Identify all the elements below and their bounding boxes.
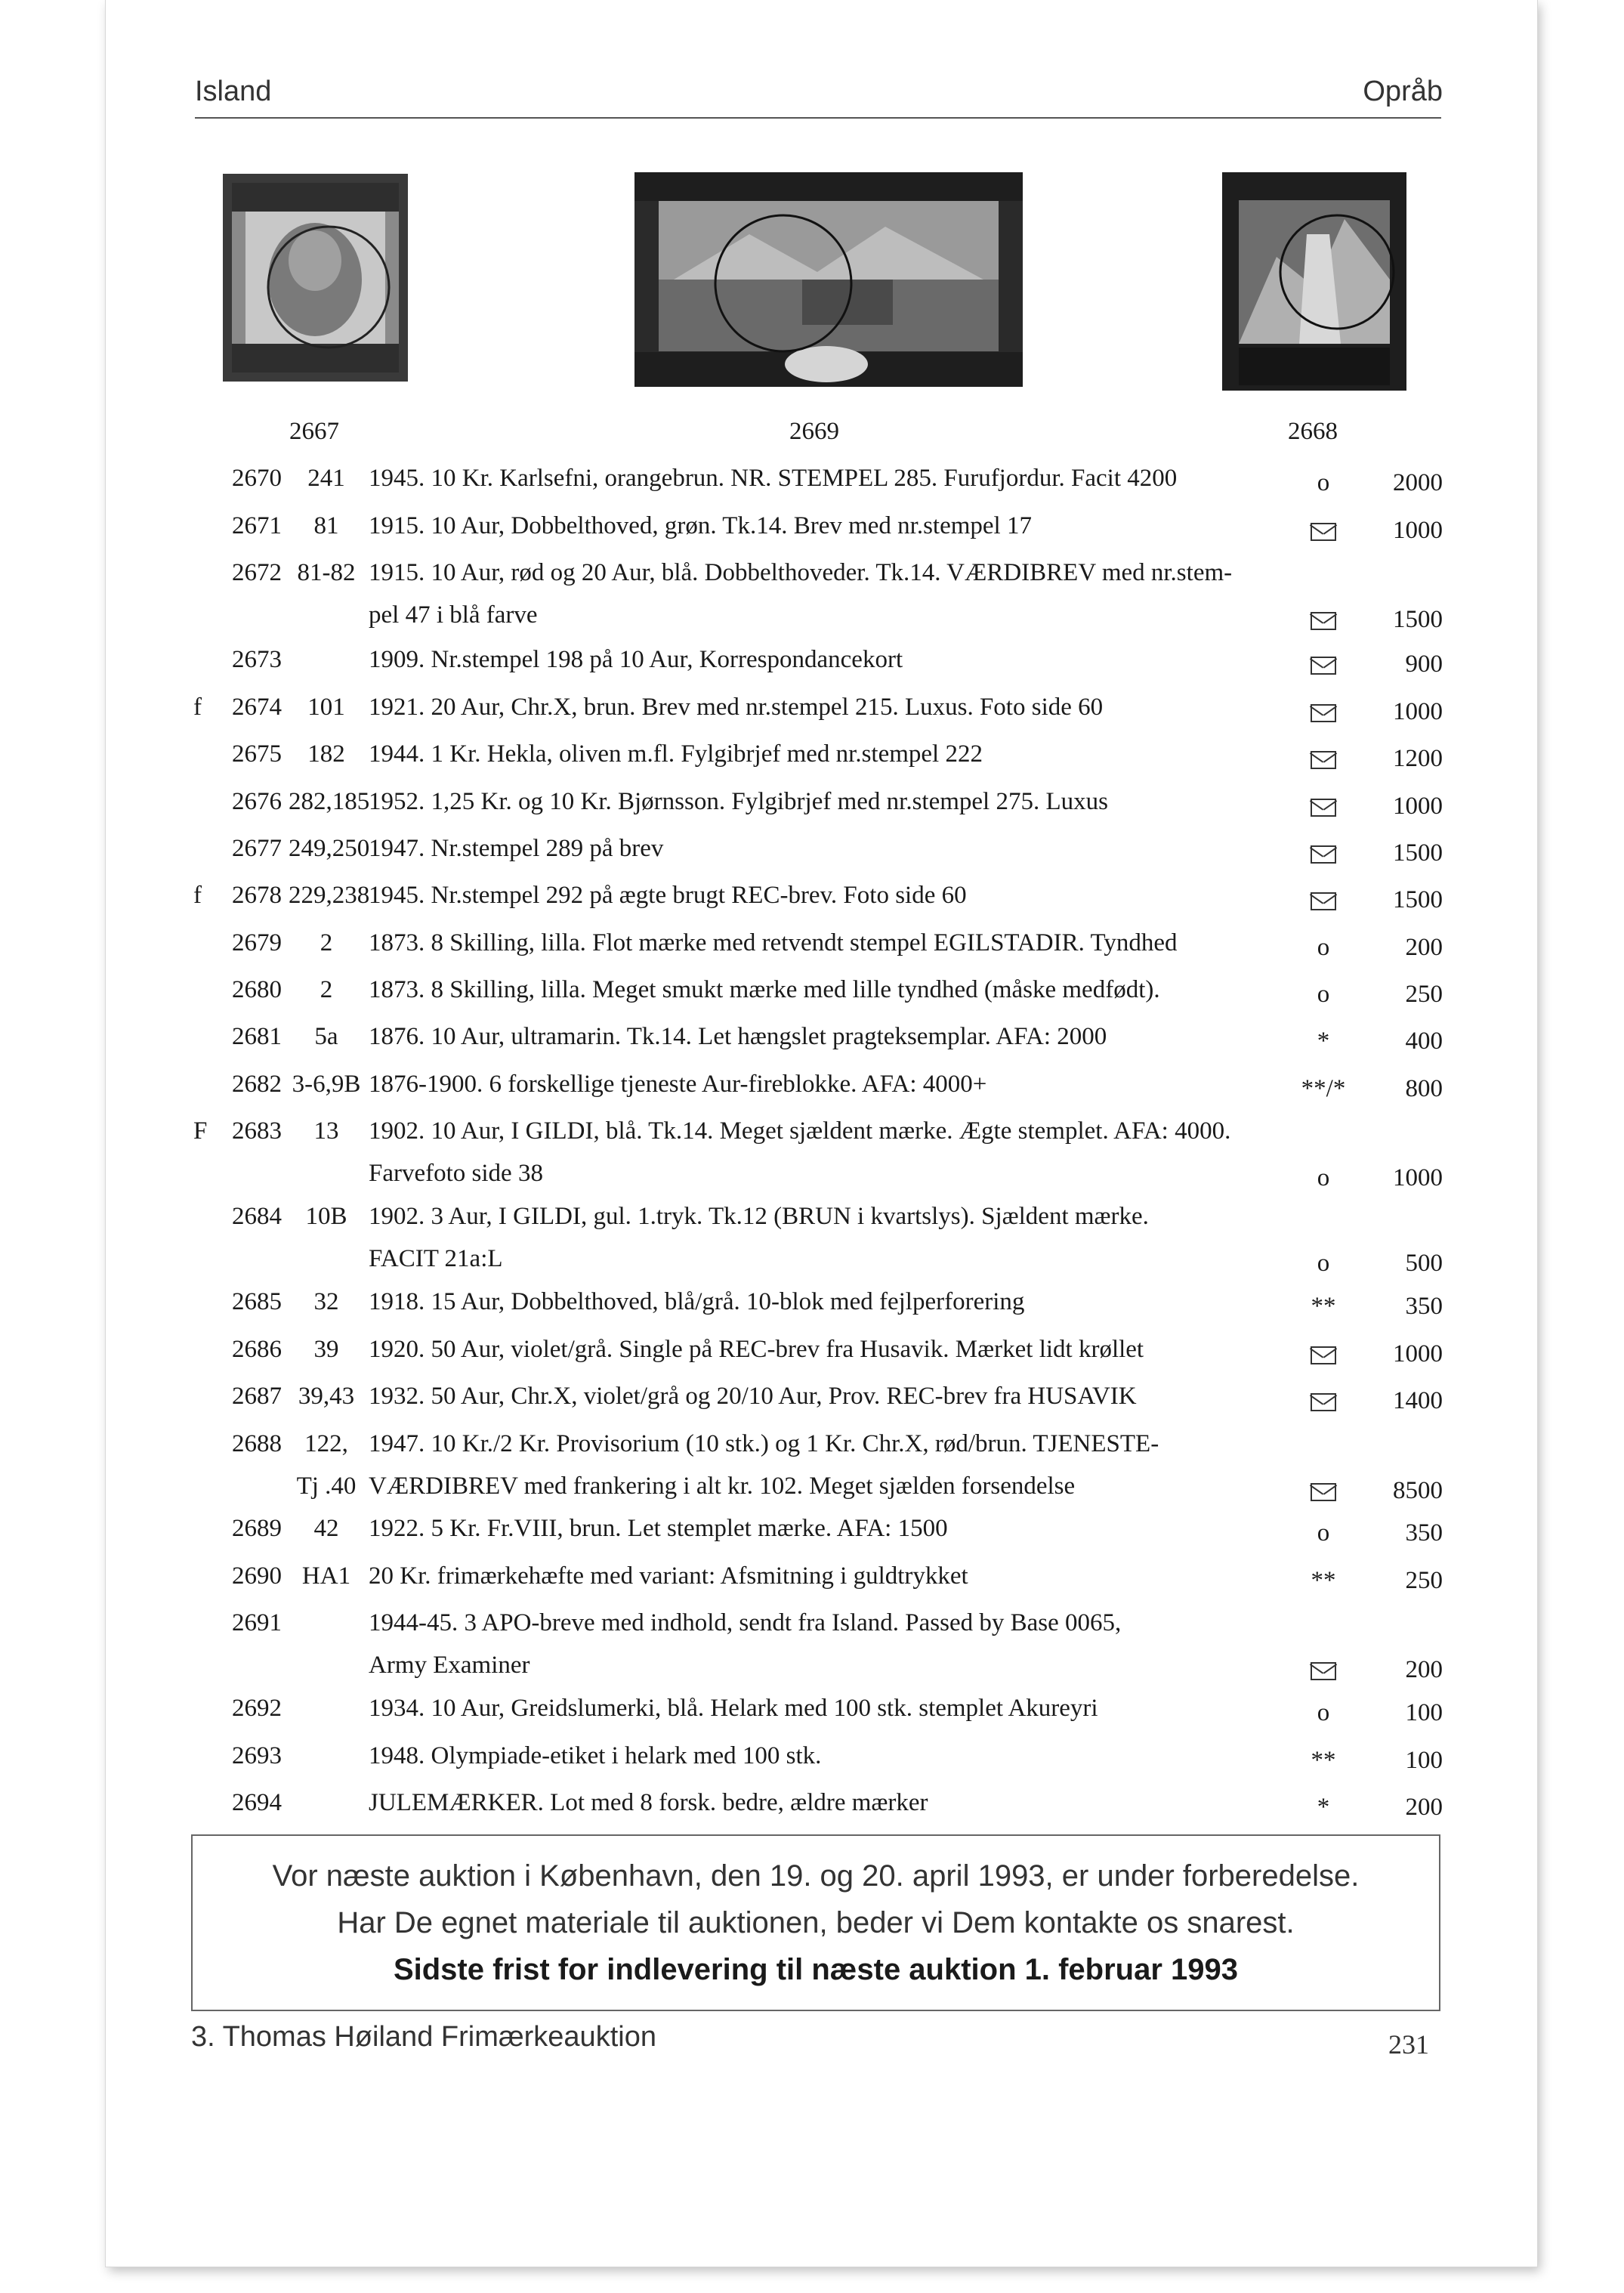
- lot-description: [369, 874, 1298, 916]
- lot-price: 1000: [1393, 698, 1443, 725]
- lot-description: [369, 552, 1298, 636]
- lot-description: [369, 1423, 1298, 1507]
- lot-number: 2687: [232, 1383, 282, 1410]
- lot-description-line: Army Examiner: [369, 1652, 530, 1679]
- lot-condition: **: [1311, 1747, 1336, 1774]
- lot-number: 2681: [232, 1023, 282, 1050]
- lot-number: 2694: [232, 1789, 282, 1816]
- lot-description: [369, 1063, 1298, 1105]
- lot-number: 2676: [232, 788, 282, 815]
- lot-description-line: 1944-45. 3 APO-breve med indhold, sendt fra Island. Passed by Base 0065,: [369, 1609, 1122, 1636]
- lot-price: 900: [1405, 651, 1443, 678]
- lot-price: 1500: [1393, 886, 1443, 913]
- envelope-icon: [1311, 799, 1336, 817]
- notice-deadline: Sidste frist for indlevering til næste auktion 1. februar 1993: [393, 1953, 1239, 1986]
- lot-description-line: 1921. 20 Aur, Chr.X, brun. Brev med nr.stempel 215. Luxus. Foto side 60: [369, 694, 1104, 721]
- cover-envelope-icon: [1293, 785, 1354, 827]
- lot-catalog-number: 81: [313, 512, 339, 539]
- envelope-icon: [1311, 1662, 1336, 1680]
- envelope-icon: [1311, 612, 1336, 630]
- cover-envelope-icon: [1293, 737, 1354, 780]
- lot-price: 8500: [1393, 1477, 1443, 1504]
- lot-description-line: 1873. 8 Skilling, lilla. Flot mærke med retvendt stempel EGILSTADIR. Tyndhed: [369, 929, 1178, 956]
- lot-catalog-number-2: Tj .40: [296, 1473, 357, 1500]
- envelope-icon: [1311, 1483, 1336, 1501]
- lot-description: [369, 1507, 1298, 1550]
- lot-price: 200: [1405, 1656, 1443, 1683]
- lot-catalog-number: 3-6,9B: [292, 1071, 361, 1098]
- lot-description-line: 1947. Nr.stempel 289 på brev: [369, 835, 664, 862]
- lot-price: 1000: [1393, 793, 1443, 820]
- lot-catalog-number: 101: [307, 694, 345, 721]
- lot-marker: f: [193, 694, 202, 721]
- lot-number: 2683: [232, 1117, 282, 1145]
- stamp-image-2667: [215, 166, 415, 389]
- lot-description-line: 1932. 50 Aur, Chr.X, violet/grå og 20/10 Aur, Prov. REC-brev fra HUSAVIK: [369, 1383, 1137, 1410]
- lot-catalog-number: 10B: [305, 1203, 347, 1230]
- lot-description: [369, 505, 1298, 547]
- lot-catalog-number: 81-82: [297, 559, 356, 586]
- lot-condition: o: [1317, 469, 1330, 496]
- lot-description-line: 1873. 8 Skilling, lilla. Meget smukt mærke med lille tyndhed (måske medfødt).: [369, 976, 1160, 1003]
- notice-line-2: Har De egnet materiale til auktionen, beder vi Dem kontakte os snarest.: [337, 1906, 1295, 1939]
- lot-number: 2688: [232, 1430, 282, 1457]
- lot-price: 400: [1405, 1028, 1443, 1055]
- lot-description-line: 1934. 10 Aur, Greidslumerki, blå. Helark med 100 stk. stemplet Akureyri: [369, 1695, 1098, 1722]
- lot-description: [369, 1015, 1298, 1058]
- lot-number: 2675: [232, 740, 282, 768]
- lot-description: [369, 638, 1298, 681]
- lot-description: [369, 1281, 1298, 1323]
- stamp-number-2667: 2667: [289, 418, 339, 445]
- lot-description-line: 1915. 10 Aur, rød og 20 Aur, blå. Dobbelthoveder. Tk.14. VÆRDIBREV med nr.stem-: [369, 559, 1233, 586]
- cover-envelope-icon: [1293, 832, 1354, 874]
- lot-description-line: 1902. 3 Aur, I GILDI, gul. 1.tryk. Tk.12 (BRUN i kvartslys). Sjældent mærke.: [369, 1203, 1149, 1230]
- lot-catalog-number: 241: [307, 465, 345, 492]
- page-number: 231: [1388, 2029, 1429, 2060]
- lot-catalog-number: 2: [320, 929, 333, 956]
- envelope-icon: [1311, 1393, 1336, 1411]
- lot-condition: **: [1311, 1567, 1336, 1594]
- lot-number: 2678: [232, 882, 282, 909]
- lot-description: [369, 1687, 1298, 1729]
- lot-number: 2692: [232, 1695, 282, 1722]
- cover-envelope-icon: [1293, 691, 1354, 733]
- lot-catalog-number: 182: [307, 740, 345, 768]
- notice-line-1: Vor næste auktion i København, den 19. og 20. april 1993, er under forberedelse.: [272, 1859, 1360, 1893]
- lot-description: [369, 1555, 1298, 1597]
- lot-description-line: 1876. 10 Aur, ultramarin. Tk.14. Let hængslet pragteksemplar. AFA: 2000: [369, 1023, 1107, 1050]
- lot-description-line: 1902. 10 Aur, I GILDI, blå. Tk.14. Meget sjældent mærke. Ægte stemplet. AFA: 4000.: [369, 1117, 1231, 1145]
- stamp-number-2668: 2668: [1288, 418, 1338, 445]
- header-country: Island: [195, 76, 272, 107]
- lot-price: 1000: [1393, 1340, 1443, 1367]
- lot-price: 100: [1405, 1699, 1443, 1726]
- lot-condition: *: [1317, 1028, 1330, 1055]
- lot-condition: o: [1317, 1519, 1330, 1547]
- lot-catalog-number: 39,43: [298, 1383, 355, 1410]
- lot-description-line: 1909. Nr.stempel 198 på 10 Aur, Korrespondancekort: [369, 646, 903, 673]
- lot-catalog-number: 42: [313, 1515, 339, 1542]
- lot-description-line: 1948. Olympiade-etiket i helark med 100 stk.: [369, 1742, 822, 1769]
- lot-number: 2677: [232, 835, 282, 862]
- lot-description: [369, 1328, 1298, 1371]
- cover-envelope-icon: [1293, 643, 1354, 685]
- lot-price: 1500: [1393, 606, 1443, 633]
- lot-number: 2691: [232, 1609, 282, 1636]
- lot-description: [369, 1195, 1298, 1280]
- lot-condition: o: [1317, 981, 1330, 1008]
- lot-description: [369, 1375, 1298, 1417]
- lot-catalog-number: HA1: [301, 1562, 351, 1590]
- lot-description: [369, 827, 1298, 870]
- envelope-icon: [1311, 845, 1336, 864]
- lot-description-line: 1876-1900. 6 forskellige tjeneste Aur-fireblokke. AFA: 4000+: [369, 1071, 987, 1098]
- lot-description: [369, 733, 1298, 775]
- lot-catalog-number: 39: [313, 1336, 339, 1363]
- lot-description-line: 1952. 1,25 Kr. og 10 Kr. Bjørnsson. Fylgibrjef med nr.stempel 275. Luxus: [369, 788, 1108, 815]
- lot-number: 2679: [232, 929, 282, 956]
- lot-price: 1500: [1393, 839, 1443, 867]
- footer-auction-name: 3. Thomas Høiland Frimærkeauktion: [191, 2021, 656, 2053]
- lot-description: [369, 457, 1298, 499]
- envelope-icon: [1311, 1346, 1336, 1364]
- envelope-icon: [1311, 892, 1336, 910]
- lot-description: [369, 1602, 1298, 1686]
- lot-number: 2690: [232, 1562, 282, 1590]
- lot-number: 2673: [232, 646, 282, 673]
- lot-description-line: 1918. 15 Aur, Dobbelthoved, blå/grå. 10-blok med fejlperforering: [369, 1288, 1025, 1315]
- header-rule: [195, 117, 1441, 119]
- lot-number: 2689: [232, 1515, 282, 1542]
- envelope-icon: [1311, 657, 1336, 675]
- lot-catalog-number: 282,185: [289, 788, 370, 815]
- lot-description: [369, 1735, 1298, 1777]
- lot-catalog-number: 32: [313, 1288, 339, 1315]
- envelope-icon: [1311, 704, 1336, 722]
- lot-number: 2680: [232, 976, 282, 1003]
- lot-catalog-number: 2: [320, 976, 333, 1003]
- cover-envelope-icon: [1293, 879, 1354, 921]
- envelope-icon: [1311, 523, 1336, 541]
- lot-description-line: Farvefoto side 38: [369, 1160, 543, 1187]
- stamp-image-2668: [1216, 166, 1413, 397]
- cover-envelope-icon: [1293, 1649, 1354, 1691]
- lot-description-line: FACIT 21a:L: [369, 1245, 503, 1272]
- lot-description-line: 1945. 10 Kr. Karlsefni, orangebrun. NR. STEMPEL 285. Furufjordur. Facit 4200: [369, 465, 1178, 492]
- lot-price: 250: [1405, 981, 1443, 1008]
- auction-notice-box: [191, 1834, 1440, 2011]
- lot-description-line: JULEMÆRKER. Lot med 8 forsk. bedre, ældre mærker: [369, 1789, 928, 1816]
- lot-condition: **: [1311, 1293, 1336, 1320]
- lot-condition: *: [1317, 1794, 1330, 1821]
- lot-description: [369, 969, 1298, 1011]
- lot-price: 350: [1405, 1293, 1443, 1320]
- lot-catalog-number: 122,: [304, 1430, 348, 1457]
- stamp-number-2669: 2669: [789, 418, 839, 445]
- cover-envelope-icon: [1293, 1469, 1354, 1512]
- lot-number: 2685: [232, 1288, 282, 1315]
- lot-description: [369, 1110, 1298, 1194]
- lot-condition: o: [1317, 934, 1330, 961]
- cover-envelope-icon: [1293, 598, 1354, 641]
- lot-marker: F: [193, 1117, 208, 1145]
- lot-number: 2670: [232, 465, 282, 492]
- lot-description-line: 1945. Nr.stempel 292 på ægte brugt REC-brev. Foto side 60: [369, 882, 967, 909]
- cover-envelope-icon: [1293, 1333, 1354, 1375]
- lot-description-line: 1944. 1 Kr. Hekla, oliven m.fl. Fylgibrjef med nr.stempel 222: [369, 740, 983, 768]
- stamp-image-2669: [628, 166, 1029, 393]
- lot-catalog-number: 229,238: [289, 882, 370, 909]
- lot-condition: o: [1317, 1164, 1330, 1191]
- lot-number: 2686: [232, 1336, 282, 1363]
- lot-description-line: 1947. 10 Kr./2 Kr. Provisorium (10 stk.) og 1 Kr. Chr.X, rød/brun. TJENESTE-: [369, 1430, 1159, 1457]
- lot-number: 2671: [232, 512, 282, 539]
- lot-price: 1200: [1393, 745, 1443, 772]
- lot-number: 2684: [232, 1203, 282, 1230]
- lot-catalog-number: 13: [313, 1117, 339, 1145]
- lot-price: 500: [1405, 1250, 1443, 1277]
- lot-description: [369, 686, 1298, 728]
- lot-condition: o: [1317, 1250, 1330, 1277]
- lot-price: 1000: [1393, 1164, 1443, 1191]
- lot-description-line: VÆRDIBREV med frankering i alt kr. 102. Meget sjælden forsendelse: [369, 1473, 1076, 1500]
- lot-description-line: 20 Kr. frimærkehæfte med variant: Afsmitning i guldtrykket: [369, 1562, 968, 1590]
- lot-price: 1000: [1393, 517, 1443, 544]
- lot-description-line: 1922. 5 Kr. Fr.VIII, brun. Let stemplet mærke. AFA: 1500: [369, 1515, 948, 1542]
- lot-catalog-number: 249,250: [289, 835, 370, 862]
- lot-description: [369, 1782, 1298, 1824]
- lot-number: 2674: [232, 694, 282, 721]
- lot-marker: f: [193, 882, 202, 909]
- lot-number: 2672: [232, 559, 282, 586]
- lot-catalog-number: 5a: [314, 1023, 338, 1050]
- lot-description-line: 1920. 50 Aur, violet/grå. Single på REC-brev fra Husavik. Mærket lidt krøllet: [369, 1336, 1144, 1363]
- cover-envelope-icon: [1293, 509, 1354, 552]
- envelope-icon: [1311, 751, 1336, 769]
- lot-condition: o: [1317, 1699, 1330, 1726]
- lot-price: 100: [1405, 1747, 1443, 1774]
- lot-condition: **/*: [1301, 1075, 1346, 1102]
- lot-price: 2000: [1393, 469, 1443, 496]
- lot-description: [369, 922, 1298, 964]
- lot-description-line: pel 47 i blå farve: [369, 601, 538, 629]
- lot-price: 1400: [1393, 1387, 1443, 1414]
- header-section: Opråb: [1363, 76, 1443, 107]
- lot-number: 2693: [232, 1742, 282, 1769]
- lot-number: 2682: [232, 1071, 282, 1098]
- lot-price: 800: [1405, 1075, 1443, 1102]
- lot-price: 200: [1405, 1794, 1443, 1821]
- cover-envelope-icon: [1293, 1380, 1354, 1422]
- lot-description-line: 1915. 10 Aur, Dobbelthoved, grøn. Tk.14. Brev med nr.stempel 17: [369, 512, 1032, 539]
- lot-price: 250: [1405, 1567, 1443, 1594]
- lot-price: 200: [1405, 934, 1443, 961]
- lot-description: [369, 780, 1298, 823]
- lot-price: 350: [1405, 1519, 1443, 1547]
